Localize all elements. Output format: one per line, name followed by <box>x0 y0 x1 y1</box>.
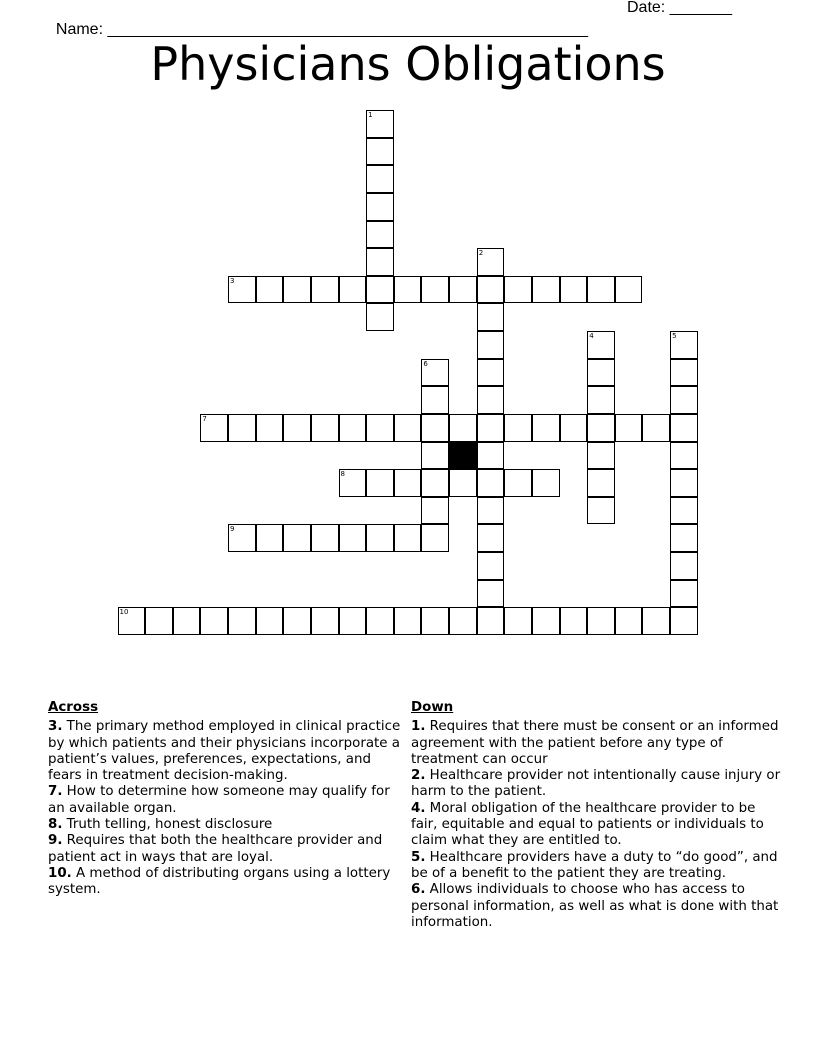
grid-cell[interactable] <box>449 469 477 497</box>
down-clues <box>411 700 781 931</box>
clue-text: Allows individuals to choose who has access to personal information, as well as what is done with that information. <box>411 882 779 930</box>
grid-cell[interactable] <box>394 524 422 552</box>
across-heading: Across <box>48 700 99 715</box>
grid-cell[interactable] <box>670 359 698 387</box>
grid-cell[interactable] <box>256 524 284 552</box>
grid-cell[interactable] <box>560 414 588 442</box>
grid-cell[interactable] <box>504 469 532 497</box>
grid-cell[interactable] <box>421 607 449 635</box>
grid-cell[interactable] <box>587 331 615 359</box>
grid-cell[interactable] <box>256 414 284 442</box>
grid-cell[interactable] <box>670 580 698 608</box>
clue-number-label: 5. <box>411 849 426 865</box>
grid-cell[interactable] <box>587 359 615 387</box>
puzzle-title: Physicians Obligations <box>150 37 666 91</box>
grid-cell[interactable] <box>421 414 449 442</box>
grid-cell[interactable] <box>228 414 256 442</box>
grid-cell[interactable] <box>615 607 643 635</box>
clue-number: 10 <box>119 608 129 617</box>
name-field[interactable]: Name: ______________________________________________________ <box>55 21 588 38</box>
grid-cell[interactable] <box>256 607 284 635</box>
grid-cell[interactable] <box>339 276 367 304</box>
clue-number: 8 <box>340 470 345 479</box>
grid-cell[interactable] <box>283 607 311 635</box>
across-clue <box>48 866 403 899</box>
grid-cell[interactable] <box>477 497 505 525</box>
across-clue <box>48 719 403 784</box>
grid-cell[interactable] <box>670 442 698 470</box>
grid-cell[interactable] <box>477 552 505 580</box>
grid-cell[interactable] <box>477 524 505 552</box>
clue-text: The primary method employed in clinical practice by which patients and their physicians incorporate a patient’s values, preferences, expectations, and fears in treatment decision-making. <box>48 719 401 784</box>
grid-cell[interactable] <box>587 607 615 635</box>
grid-cell[interactable] <box>504 414 532 442</box>
grid-cell[interactable] <box>477 414 505 442</box>
clue-number-label: 8. <box>48 817 63 833</box>
grid-cell[interactable] <box>394 469 422 497</box>
grid-cell[interactable] <box>256 276 284 304</box>
grid-cell[interactable] <box>449 607 477 635</box>
grid-cell[interactable] <box>504 607 532 635</box>
grid-cell[interactable] <box>532 607 560 635</box>
grid-cell[interactable] <box>366 221 394 249</box>
clue-text: Requires that both the healthcare provider and patient act in ways that are loyal. <box>48 833 383 865</box>
grid-cell[interactable] <box>449 276 477 304</box>
grid-cell[interactable] <box>311 607 339 635</box>
grid-cell[interactable] <box>200 414 228 442</box>
grid-cell[interactable] <box>477 442 505 470</box>
clue-number-label: 9. <box>48 833 63 849</box>
grid-cell[interactable] <box>283 524 311 552</box>
grid-cell[interactable] <box>228 276 256 304</box>
grid-cell[interactable] <box>311 276 339 304</box>
grid-cell[interactable] <box>394 414 422 442</box>
grid-cell[interactable] <box>642 414 670 442</box>
clue-text: Truth telling, honest disclosure <box>62 817 273 833</box>
grid-cell[interactable] <box>366 276 394 304</box>
grid-cell[interactable] <box>366 165 394 193</box>
clue-number: 6 <box>423 359 428 368</box>
grid-cell[interactable] <box>532 414 560 442</box>
grid-cell[interactable] <box>366 524 394 552</box>
grid-cell[interactable] <box>421 386 449 414</box>
across-clues <box>48 700 403 899</box>
grid-cell[interactable] <box>366 469 394 497</box>
date-field[interactable]: Date: _______ <box>627 0 732 16</box>
grid-cell[interactable] <box>366 607 394 635</box>
clue-number-label: 2. <box>411 768 426 784</box>
grid-cell[interactable] <box>615 276 643 304</box>
grid-cell[interactable] <box>477 331 505 359</box>
grid-cell[interactable] <box>421 276 449 304</box>
grid-cell[interactable] <box>394 607 422 635</box>
clue-number-label: 6. <box>411 882 426 898</box>
grid-cell[interactable] <box>366 193 394 221</box>
across-clue <box>48 817 403 833</box>
grid-cell[interactable] <box>670 469 698 497</box>
grid-cell[interactable] <box>587 276 615 304</box>
clue-number-label: 3. <box>48 719 63 735</box>
down-clue <box>411 850 781 883</box>
black-square <box>449 442 477 470</box>
grid-cell[interactable] <box>477 386 505 414</box>
clue-number: 5 <box>672 332 677 341</box>
grid-cell[interactable] <box>670 414 698 442</box>
grid-cell[interactable] <box>173 607 201 635</box>
grid-cell[interactable] <box>587 442 615 470</box>
grid-cell[interactable] <box>670 524 698 552</box>
grid-cell[interactable] <box>311 414 339 442</box>
grid-cell[interactable] <box>587 497 615 525</box>
grid-cell[interactable] <box>560 276 588 304</box>
clue-number: 1 <box>368 111 373 119</box>
clue-number: 9 <box>230 525 235 534</box>
grid-cell[interactable] <box>477 580 505 608</box>
clue-number: 4 <box>589 332 594 341</box>
clue-text: Healthcare providers have a duty to “do good”, and be of a benefit to the patient they are treating. <box>411 849 778 881</box>
down-clue <box>411 882 781 931</box>
clue-number-label: 10. <box>48 865 72 881</box>
down-clue <box>411 719 781 768</box>
grid-cell[interactable] <box>118 607 146 635</box>
grid-cell[interactable] <box>477 469 505 497</box>
grid-cell[interactable] <box>477 359 505 387</box>
grid-cell[interactable] <box>587 469 615 497</box>
grid-cell[interactable] <box>615 414 643 442</box>
clue-text: Moral obligation of the healthcare provider to be fair, equitable and equal to patients or individuals to claim what they are entitled to. <box>411 800 764 849</box>
grid-cell[interactable] <box>311 524 339 552</box>
grid-cell[interactable] <box>339 607 367 635</box>
clue-text: A method of distributing organs using a lottery system. <box>48 865 391 898</box>
grid-cell[interactable] <box>670 331 698 359</box>
grid-cell[interactable] <box>477 248 505 276</box>
clue-number-label: 7. <box>48 784 63 800</box>
clue-number-label: 1. <box>411 719 426 735</box>
grid-cell[interactable] <box>670 497 698 525</box>
grid-cell[interactable] <box>366 110 394 138</box>
grid-cell[interactable] <box>366 248 394 276</box>
grid-cell[interactable] <box>449 414 477 442</box>
grid-cell[interactable] <box>504 276 532 304</box>
grid-cell[interactable] <box>283 276 311 304</box>
grid-cell[interactable] <box>339 414 367 442</box>
grid-cell[interactable] <box>283 414 311 442</box>
grid-cell[interactable] <box>670 552 698 580</box>
grid-cell[interactable] <box>228 607 256 635</box>
grid-cell[interactable] <box>670 386 698 414</box>
across-clue <box>48 833 403 866</box>
grid-cell[interactable] <box>366 303 394 331</box>
clue-number: 3 <box>230 276 235 285</box>
clue-number: 7 <box>202 414 207 423</box>
grid-cell[interactable] <box>642 607 670 635</box>
grid-cell[interactable] <box>339 469 367 497</box>
grid-cell[interactable] <box>421 359 449 387</box>
grid-cell[interactable] <box>421 469 449 497</box>
grid-cell[interactable] <box>477 276 505 304</box>
grid-cell[interactable] <box>394 276 422 304</box>
grid-cell[interactable] <box>670 607 698 635</box>
grid-cell[interactable] <box>477 607 505 635</box>
down-clue <box>411 801 781 850</box>
grid-cell[interactable] <box>366 138 394 166</box>
down-clue <box>411 768 781 801</box>
clue-number: 2 <box>478 249 484 258</box>
grid-cell[interactable] <box>339 524 367 552</box>
across-clue <box>48 784 403 817</box>
clue-text: Requires that there must be consent or an informed agreement with the patient before any type of treatment can occur <box>411 719 779 767</box>
grid-cell[interactable] <box>366 414 394 442</box>
grid-cell[interactable] <box>421 497 449 525</box>
clue-text: How to determine how someone may qualify for an available organ. <box>48 784 390 816</box>
grid-cell[interactable] <box>200 607 228 635</box>
down-heading: Down <box>411 700 454 715</box>
grid-cell[interactable] <box>421 524 449 552</box>
grid-cell[interactable] <box>532 276 560 304</box>
grid-cell[interactable] <box>145 607 173 635</box>
grid-cell[interactable] <box>421 442 449 470</box>
grid-cell[interactable] <box>532 469 560 497</box>
clue-text: Healthcare provider not intentionally cause injury or harm to the patient. <box>411 768 781 800</box>
grid-cell[interactable] <box>477 303 505 331</box>
grid-cell[interactable] <box>228 524 256 552</box>
clue-number-label: 4. <box>411 800 426 816</box>
grid-cell[interactable] <box>587 386 615 414</box>
grid-cell[interactable] <box>560 607 588 635</box>
grid-cell[interactable] <box>587 414 615 442</box>
